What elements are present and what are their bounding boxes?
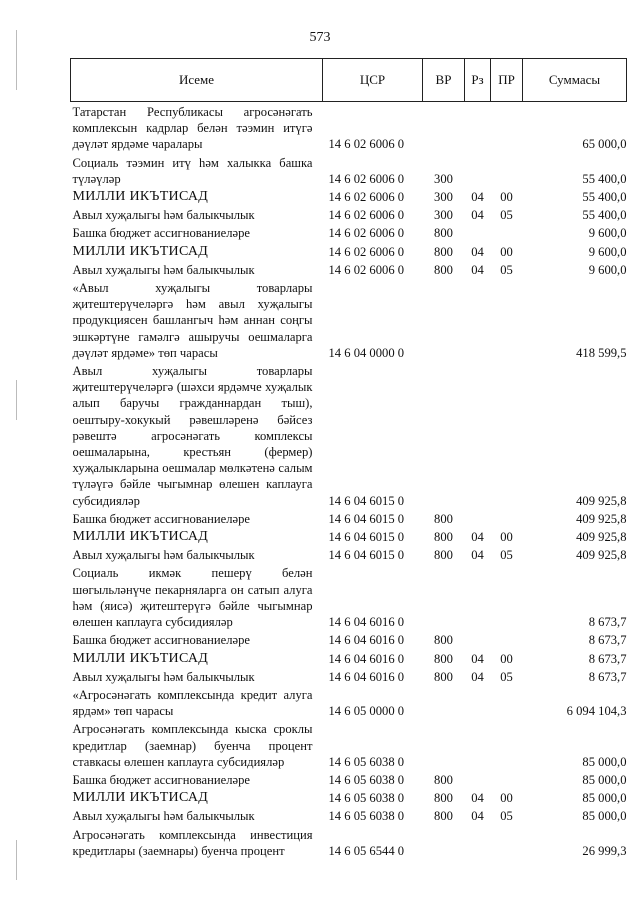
table-header-row [71,59,627,102]
row-vr: 800 [434,511,453,526]
row-name: МИЛЛИ ИКЪТИСАД [72,529,209,545]
row-pr [491,685,523,719]
row-sum: 85 000,0 [582,791,627,806]
row-rz: 04 [471,262,484,277]
page-number: 573 [309,30,331,45]
row-sum: 409 925,8 [576,548,627,563]
table-row [71,788,627,806]
row-rz [465,153,491,187]
table-row [71,649,627,667]
table-row [71,825,627,859]
row-name: Авыл хуҗалыгы һәм балыкчылык [72,809,255,824]
table-row [71,667,627,685]
row-sum: 65 000,0 [582,137,627,152]
row-sum: 9 600,0 [588,226,627,241]
row-name: Башка бюджет ассигнованиеләре [72,226,250,241]
table-row [71,806,627,824]
row-sum: 409 925,8 [576,493,627,508]
row-vr: 800 [434,226,453,241]
row-pr: 05 [500,548,513,563]
row-csr: 14 6 02 6006 0 [328,262,405,277]
table-row [71,102,627,153]
row-vr [423,685,465,719]
row-rz [465,223,491,241]
row-csr: 14 6 02 6006 0 [328,244,405,259]
row-sum: 8 673,7 [588,615,627,630]
row-pr [491,361,523,509]
row-sum: 55 400,0 [582,190,627,205]
row-pr: 00 [500,651,513,666]
row-csr: 14 6 02 6006 0 [328,208,405,223]
row-csr: 14 6 05 6544 0 [328,843,405,858]
row-sum: 85 000,0 [582,772,627,787]
table-row [71,545,627,563]
row-name: «Авыл хуҗалыгы товарлары җитештерүчеләргә һәм авыл хуҗалыгы продукциясен башлангыч һәм аннан соңгы эшкәртүне гамәлгә ашыручы оешмаларга дәүләт ярдәме» төп чарасы [72,281,313,360]
row-pr: 00 [500,791,513,806]
row-sum: 8 673,7 [588,669,627,684]
row-csr: 14 6 02 6006 0 [328,190,405,205]
row-vr [423,361,465,509]
row-name: Агросәнәгать комплексында инвестиция кредитлары (заемнары) буенча процент [72,827,313,858]
margin-mark [16,380,17,420]
row-name: МИЛЛИ ИКЪТИСАД [72,243,209,259]
row-vr: 300 [434,208,453,223]
row-name: МИЛЛИ ИКЪТИСАД [72,650,209,666]
row-vr: 800 [434,772,453,787]
row-rz [465,685,491,719]
row-pr [491,278,523,361]
row-csr: 14 6 05 6038 0 [328,791,405,806]
row-csr: 14 6 05 6038 0 [328,772,405,787]
row-csr: 14 6 04 6015 0 [328,511,405,526]
row-vr: 800 [434,633,453,648]
row-rz: 04 [471,244,484,259]
row-csr: 14 6 04 6015 0 [328,530,405,545]
row-vr: 800 [434,651,453,666]
row-sum: 55 400,0 [582,171,627,186]
budget-table [70,58,627,859]
row-pr [491,825,523,859]
header-sum: Суммасы [523,59,627,102]
row-sum: 85 000,0 [582,754,627,769]
table-row [71,509,627,527]
row-pr [491,153,523,187]
row-pr [491,223,523,241]
table-row [71,153,627,187]
table-body [71,102,627,859]
row-name: Башка бюджет ассигнованиеләре [72,511,250,526]
row-name: МИЛЛИ ИКЪТИСАД [72,790,209,806]
row-name: Социаль икмәк пешерү белән шөгыльләнүче пекарняларга он сатып алуга һәм (яисә) җитештерүгә бәйле чыгымнар өлешен каплауга субсидияләр [72,566,313,630]
row-sum: 409 925,8 [576,530,627,545]
row-csr: 14 6 04 6016 0 [328,615,405,630]
table-row [71,242,627,260]
row-vr: 800 [434,809,453,824]
row-csr: 14 6 02 6006 0 [328,226,405,241]
header-csr: ЦСР [323,59,423,102]
row-pr: 00 [500,530,513,545]
row-csr: 14 6 04 6015 0 [328,548,405,563]
row-vr: 800 [434,791,453,806]
row-rz: 04 [471,791,484,806]
row-csr: 14 6 04 6015 0 [328,493,405,508]
row-csr: 14 6 05 6038 0 [328,754,405,769]
table-row [71,361,627,509]
row-rz: 04 [471,208,484,223]
table-row [71,685,627,719]
margin-mark [16,840,17,880]
row-sum: 9 600,0 [588,244,627,259]
row-rz [465,509,491,527]
row-name: МИЛЛИ ИКЪТИСАД [72,189,209,205]
row-sum: 418 599,5 [576,345,627,360]
row-rz: 04 [471,651,484,666]
row-name: «Агросәнәгать комплексында кредит алуга ярдәм» төп чарасы [72,687,313,719]
row-rz [465,825,491,859]
row-name: Башка бюджет ассигнованиеләре [72,772,250,787]
header-rz: Рз [465,59,491,102]
row-name: Авыл хуҗалыгы һәм балыкчылык [72,548,255,563]
row-vr [423,102,465,153]
row-csr: 14 6 04 0000 0 [328,345,405,360]
row-csr: 14 6 04 6016 0 [328,633,405,648]
row-csr: 14 6 05 0000 0 [328,704,405,719]
row-rz: 04 [471,530,484,545]
table-row [71,260,627,278]
row-vr [423,825,465,859]
row-name: Авыл хуҗалыгы һәм балыкчылык [72,262,255,277]
row-sum: 8 673,7 [588,633,627,648]
row-pr [491,630,523,648]
header-name: Исеме [71,59,323,102]
row-csr: 14 6 04 6016 0 [328,669,405,684]
row-csr: 14 6 05 6038 0 [328,809,405,824]
table-row [71,205,627,223]
row-sum: 85 000,0 [582,809,627,824]
row-vr [423,278,465,361]
table-row [71,770,627,788]
row-name: Татарстан Республикасы агросәнәгать комплексын кадрлар белән тәэмин итүгә дәүләт ярдәме чаралары [72,105,313,152]
row-rz [465,563,491,630]
table-row [71,223,627,241]
row-sum: 6 094 104,3 [566,704,627,719]
row-pr: 05 [500,669,513,684]
table-row [71,278,627,361]
row-pr: 05 [500,809,513,824]
row-name: Башка бюджет ассигнованиеләре [72,633,250,648]
table-row [71,527,627,545]
table-row [71,719,627,770]
row-rz: 04 [471,809,484,824]
row-name: Социаль тәэмин итү һәм халыкка башка түләүләр [72,155,313,186]
row-pr [491,509,523,527]
row-sum: 8 673,7 [588,651,627,666]
row-vr: 800 [434,262,453,277]
row-rz [465,630,491,648]
row-vr [423,719,465,770]
row-sum: 55 400,0 [582,208,627,223]
row-vr: 300 [434,171,453,186]
table-row [71,563,627,630]
row-pr [491,563,523,630]
row-vr: 300 [434,190,453,205]
row-name: Авыл хуҗалыгы товарлары җитештерүчеләргә (шәхси ярдәмче хуҗалык алып баручы гражданнардан тыш), оештыру-хокукый рәвешләренә бәйсез рәвештә агросәнәгать комплексы оешмаларына, крестьян (фермер) хуҗалыкларына оешмалар мөлкәтенә салым түләүгә бәйле чыгымнар өлешен каплауга субсидияләр [72,364,313,508]
row-rz [465,361,491,509]
table-row [71,630,627,648]
row-rz [465,770,491,788]
row-csr: 14 6 04 6016 0 [328,651,405,666]
row-vr: 800 [434,244,453,259]
row-csr: 14 6 02 6006 0 [328,171,405,186]
row-vr: 800 [434,669,453,684]
row-name: Агросәнәгать комплексында кыска сроклы кредитлар (заемнар) буенча процент ставкасы өлешен каплауга субсидияләр [72,722,313,769]
row-pr: 05 [500,208,513,223]
row-sum: 409 925,8 [576,511,627,526]
row-rz: 04 [471,190,484,205]
row-csr: 14 6 02 6006 0 [328,137,405,152]
row-rz [465,102,491,153]
row-vr: 800 [434,548,453,563]
margin-mark [16,30,17,90]
row-rz: 04 [471,669,484,684]
row-vr [423,563,465,630]
row-name: Авыл хуҗалыгы һәм балыкчылык [72,208,255,223]
row-rz: 04 [471,548,484,563]
row-sum: 26 999,3 [582,843,627,858]
row-sum: 9 600,0 [588,262,627,277]
table-row [71,187,627,205]
row-rz [465,278,491,361]
row-vr: 800 [434,530,453,545]
header-pr: ПР [491,59,523,102]
header-vr: ВР [423,59,465,102]
row-pr [491,770,523,788]
row-rz [465,719,491,770]
row-pr: 00 [500,244,513,259]
row-name: Авыл хуҗалыгы һәм балыкчылык [72,669,255,684]
row-pr: 05 [500,262,513,277]
row-pr [491,102,523,153]
row-pr [491,719,523,770]
row-pr: 00 [500,190,513,205]
